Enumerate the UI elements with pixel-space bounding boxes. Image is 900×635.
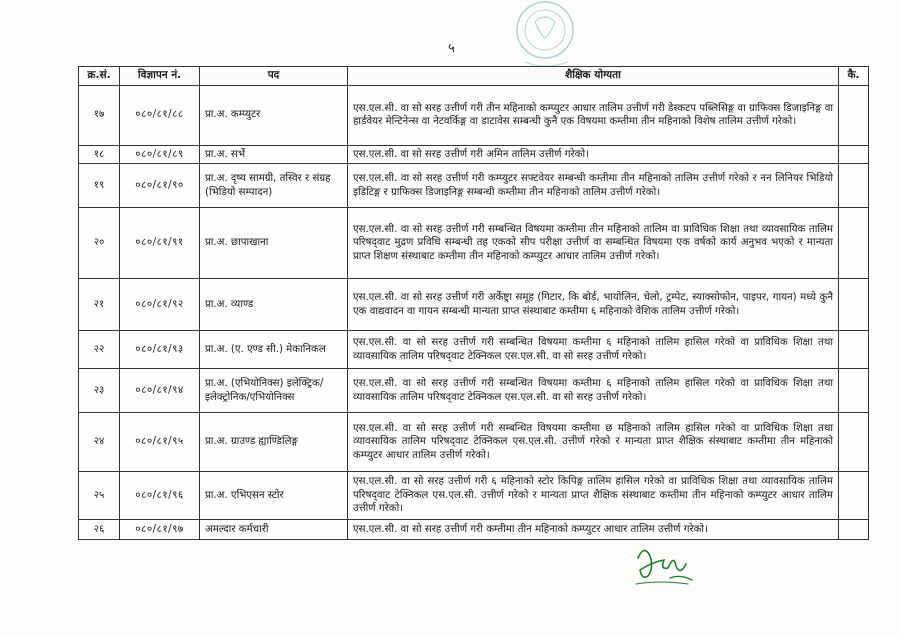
advertisement-code-cell: ०८०/८१/९१	[120, 208, 200, 279]
qualification-cell: एस.एल.सी. वा सो सरह उत्तीर्ण गरी कम्तीमा तीन महिनाको कम्प्युटर आधार तालिम उत्तीर्ण गरेको।	[348, 520, 839, 540]
header-qualification: शैक्षिक योग्यता	[348, 67, 839, 86]
post-cell: प्रा.अ. सर्भे	[200, 145, 348, 164]
page-number: ५	[448, 41, 455, 56]
serial-cell: १८	[79, 145, 120, 164]
remarks-cell	[839, 145, 869, 164]
advertisement-code-cell: ०८०/८१/९५	[120, 413, 200, 472]
advertisement-code-cell: ०८०/८१/९३	[120, 331, 200, 369]
serial-cell: १७	[79, 85, 120, 145]
advertisement-code-cell: ०८०/८१/९४	[120, 369, 200, 413]
post-cell: प्रा.अ. (ए. एण्ड सी.) मेकानिकल	[200, 331, 348, 369]
post-cell: प्रा.अ. (एभियोनिक्स) इलेक्ट्रिक/इलेक्ट्रोनिक/एभियोनिक्स	[200, 369, 348, 413]
header-post: पद	[200, 67, 348, 86]
qualification-cell: एस.एल.सी. वा सो सरह उत्तीर्ण गरी अमिन तालिम उत्तीर्ण गरेको।	[348, 145, 839, 164]
table-row	[79, 472, 869, 520]
post-cell: प्रा.अ. कम्प्युटर	[200, 85, 348, 145]
post-cell: प्रा.अ. छापाखाना	[200, 208, 348, 279]
qualification-cell: एस.एल.सी. वा सो सरह उत्तीर्ण गरी अर्केष्ट्रा समूह (गिटार, कि बोर्ड, भायोलिन, चेलो, ट्रम्पेट, स्याक्सोफोन, पाइपर, गायन) मध्ये कुनै एक वाद्यवादन वा गायन सम्बन्धी मान्यता प्राप्त संस्थाबाट कम्तीमा ६ महिनाको वेशिक तालिम उत्तीर्ण गरेको।	[348, 279, 839, 331]
qualification-cell: एस.एल.सी. वा सो सरह उत्तीर्ण गरी तीन महिनाको कम्प्युटर आधार तालिम उत्तीर्ण गरी डेस्कटप पब्लिसिङ्ग वा ग्राफिक्स डिजाइनिङ्ग वा हार्डवेयर मेन्टिनेन्स वा नेटवर्किङ्ग वा डाटावेस सम्बन्धी कुनै एक विषयमा कम्तीमा तीन महिनाको विशेष तालिम उत्तीर्ण गरेको।	[348, 85, 839, 145]
table-row	[79, 369, 869, 413]
serial-cell: २१	[79, 279, 120, 331]
advertisement-code-cell: ०८०/८१/९७	[120, 520, 200, 540]
qualification-cell: एस.एल.सी. वा सो सरह उत्तीर्ण गरी कम्प्युटर सफ्टवेयर सम्बन्धी कम्तीमा तीन महिनाको तालिम उत्तीर्ण गरेको र नन लिनियर भिडियो इडिटिङ्ग र ग्राफिक्स डिजाइनिङ्ग सम्बन्धी कम्तीमा तीन महिनाको तालिम उत्तीर्ण गरेको।	[348, 164, 839, 208]
serial-cell: २२	[79, 331, 120, 369]
table-row	[79, 145, 869, 164]
advertisement-code-cell: ०८०/८१/९६	[120, 472, 200, 520]
handwritten-signature	[630, 540, 700, 590]
remarks-cell	[839, 85, 869, 145]
post-cell: प्रा.अ. ग्राउण्ड ह्याण्डिलिङ्ग	[200, 413, 348, 472]
advertisement-code-cell: ०८०/८१/९०	[120, 164, 200, 208]
serial-cell: २४	[79, 413, 120, 472]
table-row	[79, 279, 869, 331]
advertisement-code-cell: ०८०/८१/८९	[120, 145, 200, 164]
advertisement-code-cell: ०८०/८१/८८	[120, 85, 200, 145]
header-remarks: कै.	[839, 67, 869, 86]
table-row	[79, 520, 869, 540]
post-cell: प्रा.अ. व्याण्ड	[200, 279, 348, 331]
table-row	[79, 164, 869, 208]
post-cell: प्रा.अ. एभिएसन स्टोर	[200, 472, 348, 520]
remarks-cell	[839, 208, 869, 279]
serial-cell: २६	[79, 520, 120, 540]
remarks-cell	[839, 520, 869, 540]
post-cell: अमल्दार कर्मचारी	[200, 520, 348, 540]
remarks-cell	[839, 279, 869, 331]
advertisement-code-cell: ०८०/८१/९२	[120, 279, 200, 331]
remarks-cell	[839, 164, 869, 208]
serial-cell: २०	[79, 208, 120, 279]
header-advertisement-no: विज्ञापन नं.	[120, 67, 200, 86]
remarks-cell	[839, 472, 869, 520]
qualification-cell: एस.एल.सी. वा सो सरह उत्तीर्ण गरी ६ महिनाको स्टोर किपिङ्ग तालिम हासिल गरेको वा प्राविधिक शिक्षा तथा व्यावसायिक तालिम परिषद्‌वाट टेक्निकल एस.एल.सी. उत्तीर्ण गरेको र मान्यता प्राप्त शैक्षिक संस्थाबाट कम्तीमा तीन महिनाको कम्प्युटर आधार तालिम उत्तीर्ण गरेको।	[348, 472, 839, 520]
remarks-cell	[839, 369, 869, 413]
qualification-cell: एस.एल.सी. वा सो सरह उत्तीर्ण गरी सम्बन्धित विषयमा कम्तीमा ६ महिनाको तालिम हासिल गरेको वा प्राविधिक शिक्षा तथा व्यावसायिक तालिम परिषद्‌वाट टेक्निकल एस.एल.सी. वा सो सरह उत्तीर्ण गरेको।	[348, 369, 839, 413]
serial-cell: २५	[79, 472, 120, 520]
table-row	[79, 85, 869, 145]
serial-cell: २३	[79, 369, 120, 413]
qualification-table	[78, 66, 869, 540]
table-row	[79, 331, 869, 369]
post-cell: प्रा.अ. दृष्य सामग्री, तस्विर र संग्रह (भिडियो सम्पादन)	[200, 164, 348, 208]
table-row	[79, 413, 869, 472]
header-serial: क्र.सं.	[79, 67, 120, 86]
qualification-cell: एस.एल.सी. वा सो सरह उत्तीर्ण गरी सम्बन्धित विषयमा कम्तीमा तीन महिनाको तालिम वा प्राविधिक शिक्षा तथा व्यावसायिक तालिम परिषद्‌वाट मुद्रण प्रविधि सम्बन्धी तह एकको सीप परीक्षा उत्तीर्ण वा सम्बन्धित विषयमा एक वर्षको कार्य अनुभव भएको र मान्यता प्राप्त शिक्षण संस्थाबाट कम्तीमा तीन महिनाको कम्प्युटर आधार तालिम उत्तीर्ण गरेको।	[348, 208, 839, 279]
remarks-cell	[839, 413, 869, 472]
remarks-cell	[839, 331, 869, 369]
table-row	[79, 208, 869, 279]
qualification-cell: एस.एल.सी. वा सो सरह उत्तीर्ण गरी सम्बन्धित विषयमा कम्तीमा छ महिनाको तालिम हासिल गरेको वा प्राविधिक शिक्षा तथा व्यावसायिक तालिम परिषद्‌वाट टेक्निकल एस.एल.सी. उत्तीर्ण गरेको र मान्यता प्राप्त शैक्षिक संस्थाबाट कम्तीमा तीन महिनाको कम्प्युटर आधार तालिम उत्तीर्ण गरेको।	[348, 413, 839, 472]
table-header-row	[79, 67, 869, 86]
serial-cell: १९	[79, 164, 120, 208]
qualification-cell: एस.एल.सी. वा सो सरह उत्तीर्ण गरी सम्बन्धित विषयमा कम्तीमा ६ महिनाको तालिम हासिल गरेको वा प्राविधिक शिक्षा तथा व्यावसायिक तालिम परिषद्‌वाट टेक्निकल एस.एल.सी. वा सो सरह उत्तीर्ण गरेको।	[348, 331, 839, 369]
